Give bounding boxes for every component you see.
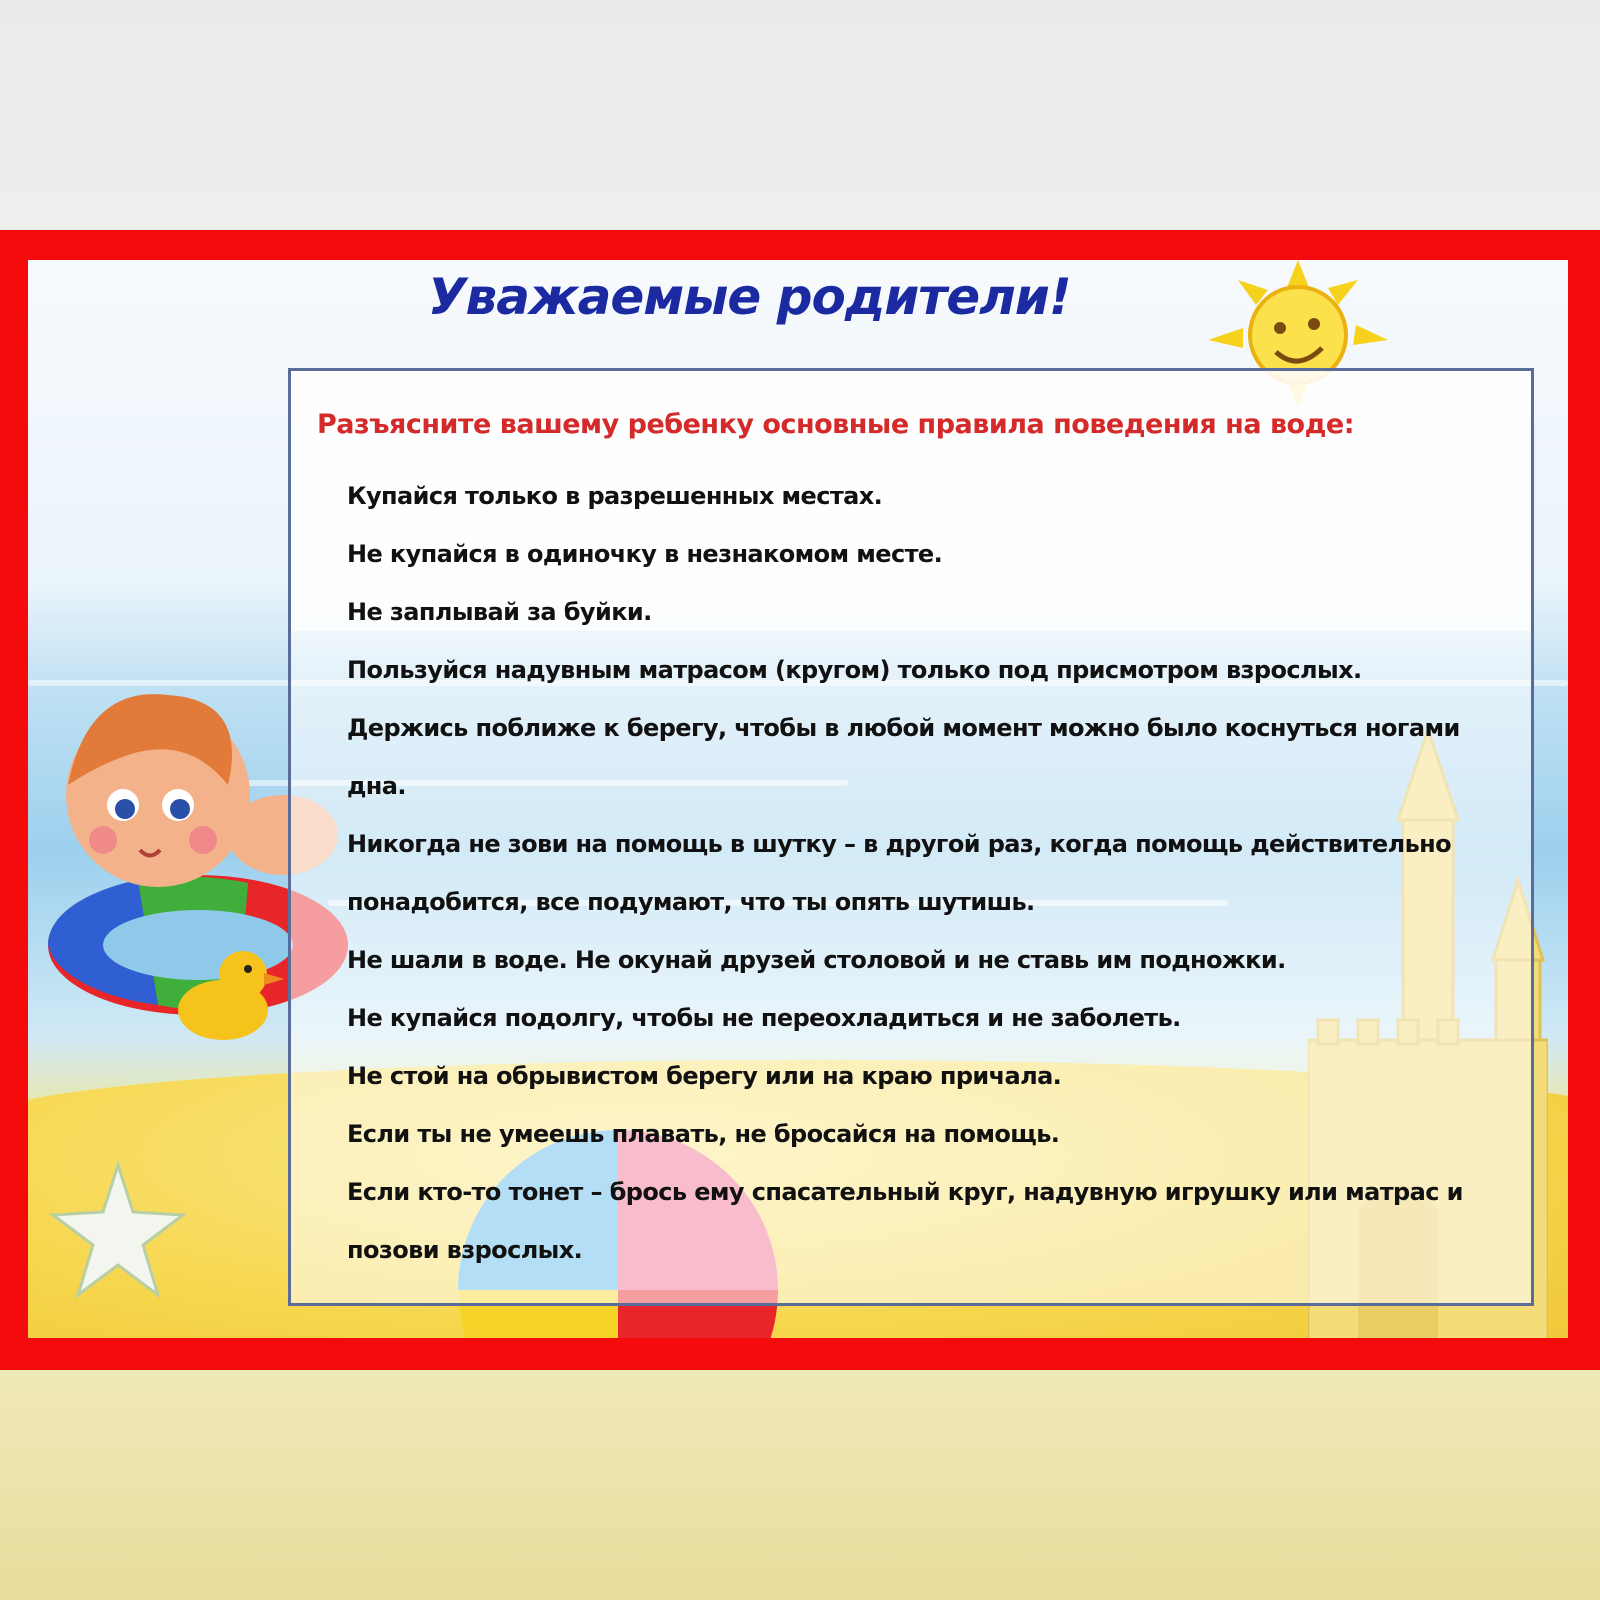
poster-frame (0, 230, 1600, 1370)
rule-item: Держись поближе к берегу, чтобы в любой момент можно было коснуться ногами дна. (347, 714, 1460, 800)
rules-heading: Разъясните вашему ребенку основные правила поведения на воде: (317, 409, 1354, 440)
rule-item: Не купайся в одиночку в незнакомом месте. (347, 540, 943, 568)
rule-item: Не стой на обрывистом берегу или на краю причала. (347, 1062, 1062, 1090)
page-title: Уважаемые родители! (428, 268, 1071, 326)
rules-panel (288, 368, 1534, 1306)
background-fade (0, 1370, 1600, 1600)
rule-item: Если ты не умеешь плавать, не бросайся на помощь. (347, 1120, 1060, 1148)
rule-item: Не шали в воде. Не окунай друзей столовой и не ставь им подножки. (347, 946, 1286, 974)
poster (28, 260, 1568, 1338)
rule-item: Если кто-то тонет – брось ему спасательный круг, надувную игрушку или матрас и позови взрослых. (347, 1178, 1463, 1264)
rule-item: Купайся только в разрешенных местах. (347, 482, 883, 510)
starfish-icon (48, 1160, 188, 1300)
rule-item: Пользуйся надувным матрасом (кругом) только под присмотром взрослых. (347, 656, 1362, 684)
rule-item: Не купайся подолгу, чтобы не переохладиться и не заболеть. (347, 1004, 1181, 1032)
rules-list (347, 467, 1517, 1279)
rule-item: Никогда не зови на помощь в шутку – в другой раз, когда помощь действительно понадобится, все подумают, что ты опять шутишь. (347, 830, 1452, 916)
rule-item: Не заплывай за буйки. (347, 598, 652, 626)
